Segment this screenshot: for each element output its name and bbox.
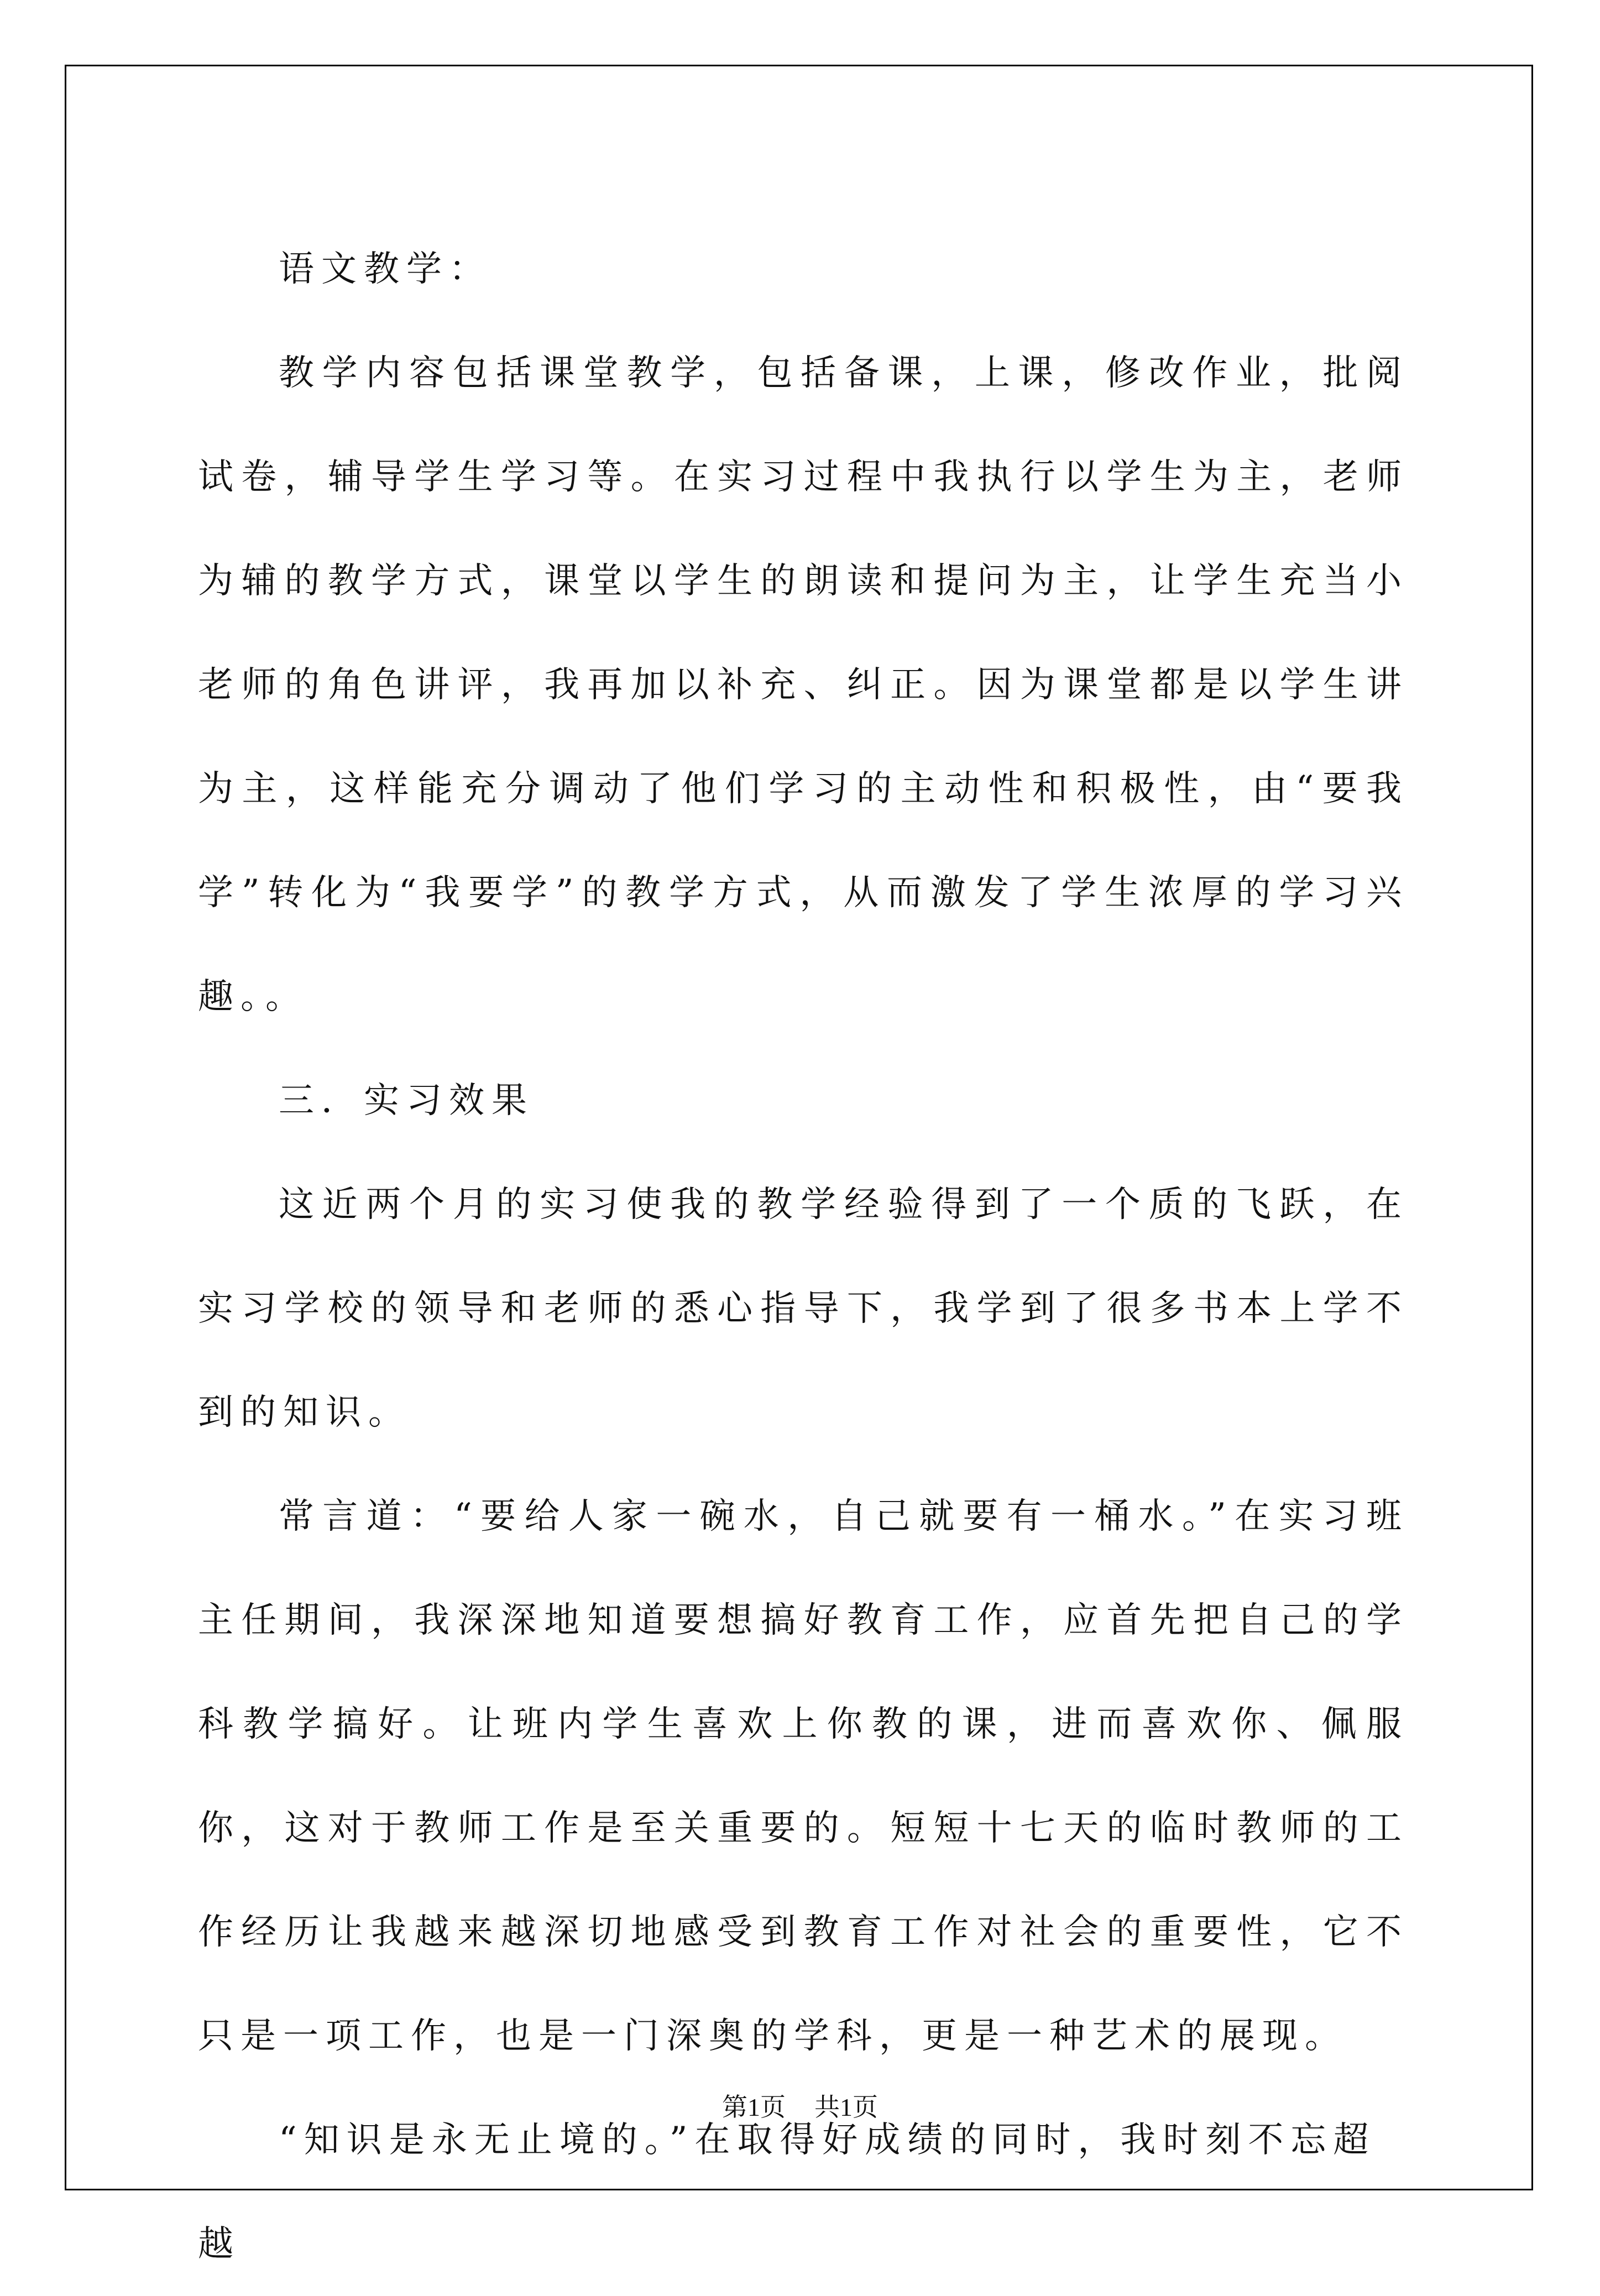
page-number: 第1页 xyxy=(722,2093,786,2121)
page-footer xyxy=(0,2087,1600,2124)
section-heading-chinese-teaching: 语文教学： xyxy=(279,249,491,290)
paragraph-knowledge: “知识是永无止境的。”在取得好成绩的同时，我时刻不忘超越 xyxy=(198,2120,1376,2264)
paragraph-saying: 常言道：“要给人家一碗水，自己就要有一桶水。”在实习班主任期间，我深深地知道要想搞好教育工作，应首先把自己的学科教学搞好。让班内学生喜欢上你教的课，进而喜欢你、佩服你，这对于教师工作是至关重要的。短短十七天的临时教师的工作经历让我越来越深切地感受到教育工作对社会的重要性，它不只是一项工作，也是一门深奥的学科，更是一种艺术的展现。 xyxy=(198,1496,1409,2057)
section-heading-internship-results: 三．实习效果 xyxy=(279,1080,534,1121)
paragraph-teaching-content: 教学内容包括课堂教学，包括备课，上课，修改作业，批阅试卷，辅导学生学习等。在实习过程中我执行以学生为主，老师为辅的教学方式，课堂以学生的朗读和提问为主，让学生充当小老师的角色讲评，我再加以补充、纠正。因为课堂都是以学生讲为主，这样能充分调动了他们学习的主动性和积极性，由“要我学”转化为“我要学”的教学方式，从而激发了学生浓厚的学习兴趣。。 xyxy=(198,353,1409,1017)
page-total: 共1页 xyxy=(814,2093,878,2121)
document-body xyxy=(198,217,1409,2296)
paragraph-internship-experience: 这近两个月的实习使我的教学经验得到了一个质的飞跃，在实习学校的领导和老师的悉心指导下，我学到了很多书本上学不到的知识。 xyxy=(198,1184,1409,1433)
